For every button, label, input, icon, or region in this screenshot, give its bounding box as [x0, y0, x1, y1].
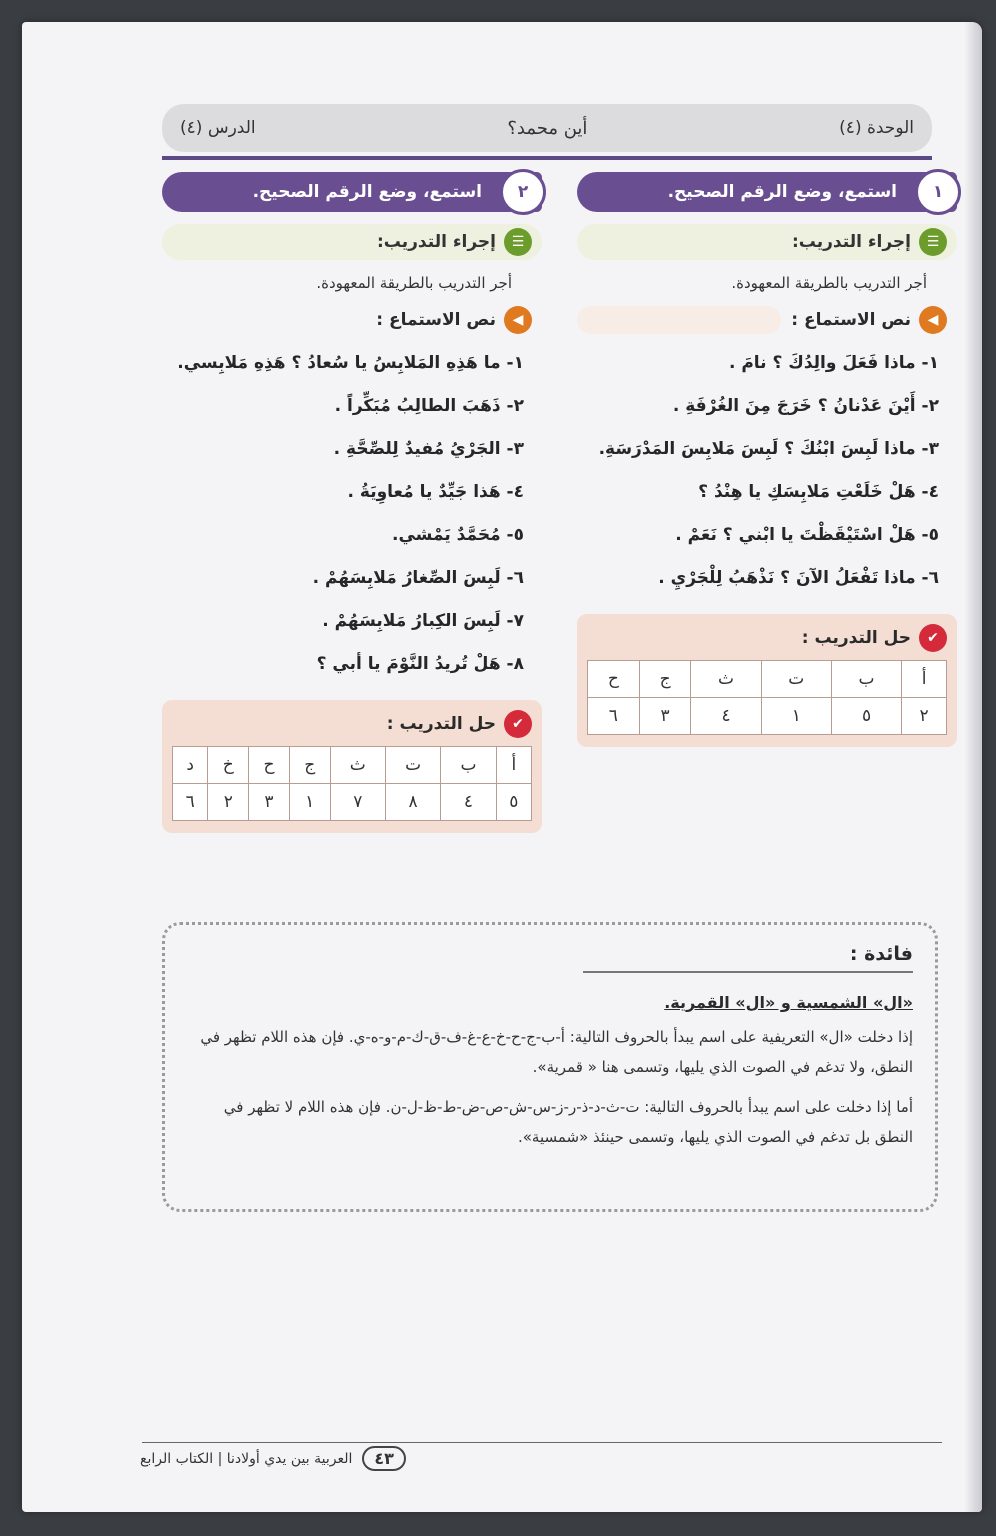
table-cell: ٢ — [208, 784, 249, 821]
table-cell: ١ — [761, 698, 831, 735]
list-item: ٣- ماذا لَبِسَ ابْنُكَ ؟ لَبِسَ مَلابِسَ المَدْرَسَةِ. — [598, 439, 939, 459]
table-cell: ب — [441, 747, 496, 784]
table-cell: د — [173, 747, 208, 784]
table-cell: ٥ — [496, 784, 531, 821]
table-cell: ح — [588, 661, 640, 698]
list-item: ٤- هَلْ خَلَعْتِ مَلابِسَكِ يا هِنْدُ ؟ — [698, 482, 939, 502]
table-row — [173, 747, 532, 784]
solution-label: حل التدريب : — [801, 628, 911, 648]
table-cell: ٨ — [385, 784, 440, 821]
table-cell: ث — [691, 661, 761, 698]
table-cell: ٢ — [902, 698, 947, 735]
procedure-text: أجر التدريب بالطريقة المعهودة. — [731, 274, 927, 292]
exercise-2-listening-heading — [162, 306, 542, 334]
list-item: ٣- الجَرْيُ مُفيدٌ لِلصِّحَّةِ . — [333, 439, 524, 459]
exercise-2-procedure-heading — [162, 224, 542, 260]
listening-bar — [577, 306, 781, 334]
unit-label: الوحدة (٤) — [839, 118, 914, 138]
exercise-1-title: استمع، وضع الرقم الصحيح. — [667, 182, 897, 202]
exercise-2-lines — [162, 342, 524, 686]
table-row — [588, 661, 947, 698]
header-divider — [162, 156, 932, 160]
listening-label: نص الاستماع : — [376, 310, 496, 330]
check-icon: ✔ — [919, 624, 947, 652]
check-icon: ✔ — [504, 710, 532, 738]
list-item: ٥- مُحَمَّدٌ يَمْشي. — [391, 525, 524, 545]
footer-divider — [142, 1442, 942, 1443]
page-number: ٤٣ — [362, 1446, 406, 1471]
table-cell: ٦ — [173, 784, 208, 821]
note-box — [162, 922, 938, 1212]
exercise-1-lines — [577, 342, 939, 600]
list-item: ٤- هَذا جَيِّدٌ يا مُعاوِيَةُ . — [347, 482, 524, 502]
exercise-2-number: ٢ — [500, 169, 546, 215]
lesson-label: الدرس (٤) — [180, 118, 256, 138]
note-paragraph: أما إذا دخلت على اسم يبدأ بالحروف التالية: ت-ث-د-ذ-ر-ز-س-ش-ص-ض-ط-ظ-ل-ن. فإن هذه اللام لا تظهر في النطق بل تدغم في الصوت الذي يليها، وتسمى حينئذ «شمسية». — [223, 1098, 913, 1146]
exercise-1 — [577, 172, 957, 747]
table-cell: ٧ — [330, 784, 385, 821]
table-cell: خ — [208, 747, 249, 784]
exercise-2-solution — [162, 700, 542, 833]
table-cell: ح — [249, 747, 290, 784]
exercise-1-procedure-heading — [577, 224, 957, 260]
list-item: ٢- ذَهَبَ الطالِبُ مُبَكِّراً . — [334, 396, 524, 416]
table-cell: ١ — [289, 784, 330, 821]
note-paragraph: إذا دخلت «ال» التعريفية على اسم يبدأ بالحروف التالية: أ-ب-ج-ح-خ-ع-غ-ف-ق-ك-م-و-ه-ي. فإن هذه اللام تظهر في النطق، ولا تدغم في الصوت الذي يليها، وتسمى هنا « قمرية». — [200, 1028, 913, 1076]
table-cell: ب — [831, 661, 901, 698]
exercise-1-number: ١ — [915, 169, 961, 215]
speaker-icon: ◀ — [504, 306, 532, 334]
table-cell: ٦ — [588, 698, 640, 735]
solution-table — [172, 746, 532, 821]
table-cell: أ — [496, 747, 531, 784]
procedure-text: أجر التدريب بالطريقة المعهودة. — [316, 274, 512, 292]
list-item: ١- ماذا فَعَلَ والِدُكَ ؟ نامَ . — [728, 353, 939, 373]
table-cell: ٣ — [249, 784, 290, 821]
list-item: ٨- هَلْ تُريدُ النَّوْمَ يا أبي ؟ — [316, 654, 524, 674]
solution-table — [587, 660, 947, 735]
table-cell: ت — [385, 747, 440, 784]
list-item: ٢- أَيْنَ عَدْنانُ ؟ خَرَجَ مِنَ الغُرْفَةِ . — [672, 396, 939, 416]
table-cell: ٤ — [691, 698, 761, 735]
table-cell: ج — [639, 661, 691, 698]
page-header — [162, 104, 932, 152]
list-item: ٦- ماذا تَفْعَلُ الآنَ ؟ نَذْهَبُ لِلْجَرْيِ . — [658, 568, 939, 588]
table-row — [173, 784, 532, 821]
solution-label: حل التدريب : — [386, 714, 496, 734]
table-cell: ت — [761, 661, 831, 698]
list-item: ٦- لَبِسَ الصِّغارُ مَلابِسَهُمْ . — [312, 568, 524, 588]
procedure-label: إجراء التدريب: — [791, 232, 911, 252]
book-title: العربية بين يدي أولادنا | الكتاب الرابع — [140, 1450, 353, 1467]
exercise-2 — [162, 172, 542, 833]
procedure-label: إجراء التدريب: — [376, 232, 496, 252]
list-item: ١- ما هَذِهِ المَلابِسُ يا سُعادُ ؟ هَذِهِ مَلابِسي. — [177, 353, 524, 373]
exercise-2-title: استمع، وضع الرقم الصحيح. — [252, 182, 482, 202]
list-item: ٥- هَلْ اسْتَيْقَظْتَ يا ابْني ؟ نَعَمْ . — [675, 525, 939, 545]
note-title: فائدة : — [583, 943, 913, 973]
solution-heading — [172, 710, 532, 738]
list-icon: ☰ — [919, 228, 947, 256]
exercise-1-banner — [577, 172, 957, 212]
list-item: ٧- لَبِسَ الكِبارُ مَلابِسَهُمْ . — [322, 611, 524, 631]
exercise-2-banner — [162, 172, 542, 212]
table-cell: ٣ — [639, 698, 691, 735]
table-row — [588, 698, 947, 735]
table-cell: ج — [289, 747, 330, 784]
table-cell: ث — [330, 747, 385, 784]
table-cell: أ — [902, 661, 947, 698]
book-page — [22, 22, 982, 1512]
table-cell: ٤ — [441, 784, 496, 821]
solution-heading — [587, 624, 947, 652]
table-cell: ٥ — [831, 698, 901, 735]
page-footer — [140, 1446, 406, 1471]
lesson-title: أين محمد؟ — [507, 117, 588, 139]
listening-label: نص الاستماع : — [791, 310, 911, 330]
exercise-1-solution — [577, 614, 957, 747]
speaker-icon: ◀ — [919, 306, 947, 334]
exercise-1-listening-heading — [577, 306, 957, 334]
list-icon: ☰ — [504, 228, 532, 256]
note-subtitle: «ال» الشمسية و «ال» القمرية. — [664, 993, 913, 1012]
